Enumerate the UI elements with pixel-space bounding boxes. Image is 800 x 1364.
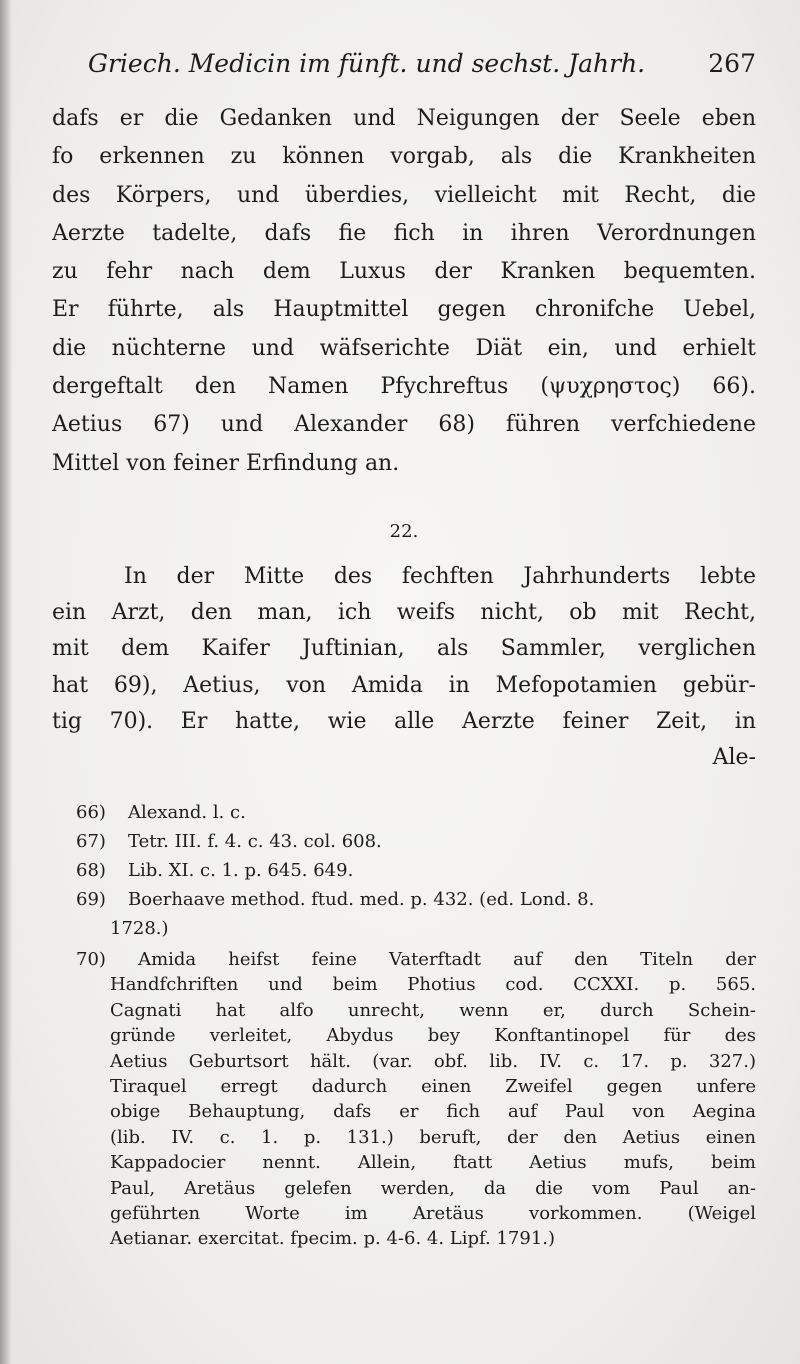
- text-line: Er führte, als Hauptmittel gegen chronifche Uebel,: [52, 297, 756, 323]
- running-title: Griech. Medicin im fünft. und sechst. Jahrh.: [88, 49, 646, 78]
- footnote-number: 70): [76, 949, 106, 970]
- footnote-70: [76, 947, 756, 1252]
- text-line: des Körpers, und überdies, vielleicht mit Recht, die: [52, 182, 756, 208]
- footnote-68: [76, 856, 756, 885]
- text-line: Mittel von feiner Erfindung an.: [52, 450, 400, 476]
- running-header: [88, 44, 756, 84]
- text-line: fo erkennen zu können vorgab, als die Krankheiten: [52, 144, 756, 170]
- footnote-line: Amida heifst feine Vaterftadt auf den Titeln der: [138, 949, 756, 970]
- text-line: In der Mitte des fechften Jahrhunderts lebte: [124, 564, 756, 589]
- text-line: Aetius 67) und Alexander 68) führen verfchiedene: [52, 412, 756, 438]
- text-line: hat 69), Aetius, von Amida in Mefopotamien gebür-: [52, 672, 756, 698]
- footnote-line: Aetius Geburtsort hält. (var. obf. lib. IV. c. 17. p. 327.): [110, 1050, 756, 1072]
- footnote-line: gründe verleitet, Abydus bey Konftantinopel für des: [110, 1025, 756, 1047]
- footnote-66: [76, 798, 756, 827]
- footnote-line: geführten Worte im Aretäus vorkommen. (Weigel: [110, 1202, 756, 1224]
- paragraph-section-22: [52, 559, 756, 776]
- text-line: dafs er die Gedanken und Neigungen der Seele eben: [52, 106, 756, 131]
- footnote-69: [76, 885, 756, 943]
- footnote-text: Alexand. l. c.: [128, 802, 246, 823]
- footnote-number: 68): [76, 860, 106, 881]
- footnote-line: (lib. IV. c. 1. p. 131.) beruft, der den Aetius einen: [110, 1126, 756, 1148]
- footnote-line: Paul, Aretäus gelefen werden, da die vom Paul an-: [110, 1177, 756, 1199]
- footnote-line: Cagnati hat alfo unrecht, wenn er, durch Schein-: [110, 999, 756, 1021]
- footnotes: [76, 798, 756, 1252]
- page-edge-shadow: [0, 0, 12, 1364]
- text-line: dergeftalt den Namen Pfychreftus (ψυχρηστος) 66).: [52, 374, 756, 400]
- text-line: zu fehr nach dem Luxus der Kranken bequemten.: [52, 259, 756, 285]
- footnote-number: 67): [76, 831, 106, 852]
- text-line: die nüchterne und wäfserichte Diät ein, und erhielt: [52, 335, 756, 361]
- footnote-line: Tiraquel erregt dadurch einen Zweifel gegen unfere: [110, 1075, 756, 1097]
- text-line: Aerzte tadelte, dafs fie fich in ihren Verordnungen: [52, 220, 756, 246]
- catchword: Ale-: [712, 744, 756, 770]
- footnote-number: 66): [76, 802, 106, 823]
- footnote-text-continued: 1728.): [110, 918, 169, 939]
- footnote-line: Handfchriften und beim Photius cod. CCXXI. p. 565.: [110, 974, 756, 996]
- page-number: 267: [708, 49, 756, 78]
- footnote-text: Lib. XI. c. 1. p. 645. 649.: [128, 860, 354, 881]
- footnote-line: Kappadocier nennt. Allein, ftatt Aetius mufs, beim: [110, 1152, 756, 1174]
- footnote-text: [76, 947, 756, 972]
- section-number: 22.: [389, 521, 419, 542]
- footnote-number: 69): [76, 889, 106, 910]
- text-line: ein Arzt, den man, ich weifs nicht, ob mit Recht,: [52, 600, 756, 626]
- paragraph-continued: [52, 100, 756, 483]
- text-line: tig 70). Er hatte, wie alle Aerzte feiner Zeit, in: [52, 708, 756, 734]
- text-line: mit dem Kaifer Juftinian, als Sammler, verglichen: [52, 636, 756, 662]
- footnote-text: Tetr. III. f. 4. c. 43. col. 608.: [128, 831, 382, 852]
- footnote-67: [76, 827, 756, 856]
- footnote-line: obige Behauptung, dafs er fich auf Paul von Aegina: [110, 1101, 756, 1123]
- footnote-text: Boerhaave method. ftud. med. p. 432. (ed. Lond. 8.: [128, 889, 595, 910]
- footnote-line: Aetianar. exercitat. fpecim. p. 4-6. 4. Lipf. 1791.): [110, 1228, 556, 1250]
